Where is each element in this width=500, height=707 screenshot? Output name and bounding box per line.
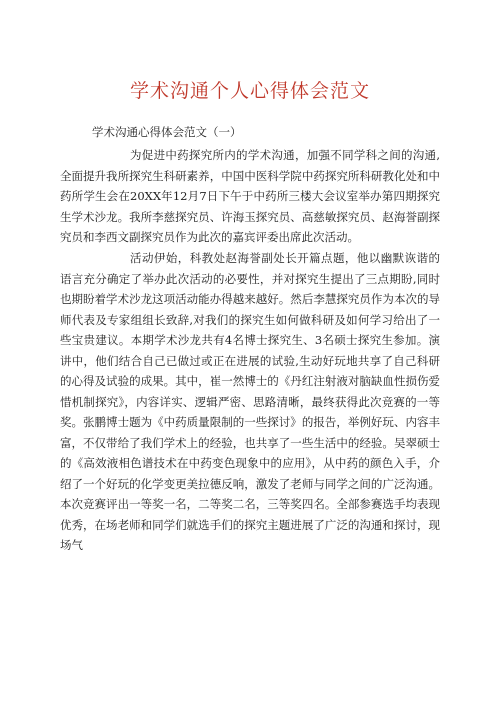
document-title: 学术沟通个人心得体会范文 <box>129 80 370 102</box>
body-paragraph-1: 为促进中药探究所内的学术沟通，加强不同学科之间的沟通,全面提升我所探究生科研素养，中国中医科学院中药探究所科研教化处和中药所学生会在20XX年12月7日下午于中药所三楼大会议室举办第四期探究生学术沙龙。我所李慈探究员、许海玉探究员、高慈敏探究员、赵海誉副探究员和李西文副探究员作为此次的嘉宾评委出席此次活动。 <box>60 148 440 244</box>
section-heading: 学术沟通心得体会范文（一） <box>92 125 242 139</box>
body-paragraph-2: 活动伊始，科教处赵海誉副处长开篇点题，他以幽默诙谐的语言充分确定了举办此次活动的必要性，并对探究生提出了三点期盼,同时也期盼着学术沙龙这项活动能办得越来越好。然后李慧探究员作为本次的导师代表及专家组组长致辞,对我们的探究生如何做科研及如何学习给出了一些宝贵建议。本期学术沙龙共有4名博士探究生、3名硕士探究生参加。演讲中，他们结合自己已做过或正在进展的试验,生动好玩地共享了自己科研的心得及试验的成果。其中，崔一然博士的《丹红注射液对脑缺血性损伤爱惜机制探究》，内容详实、逻辑严密、思路清晰，最终获得此次竞赛的一等奖。张鹏博士题为《中药质量限制的一些探讨》的报告，举例好玩、内容丰富，不仅带给了我们学术上的经验，也共享了一些生活中的经验。吴翠硕士的《高效液相色谱技术在中药变色现象中的应用》，从中药的颜色入手，介绍了一个好玩的化学变更美拉德反响，激发了老师与同学之间的广泛沟通。本次竞赛评出一等奖一名，二等奖二名，三等奖四名。全部参赛选手均表现优秀，在场老师和同学们就选手们的探究主题进展了广泛的沟通和探讨，现场气 <box>60 251 440 552</box>
